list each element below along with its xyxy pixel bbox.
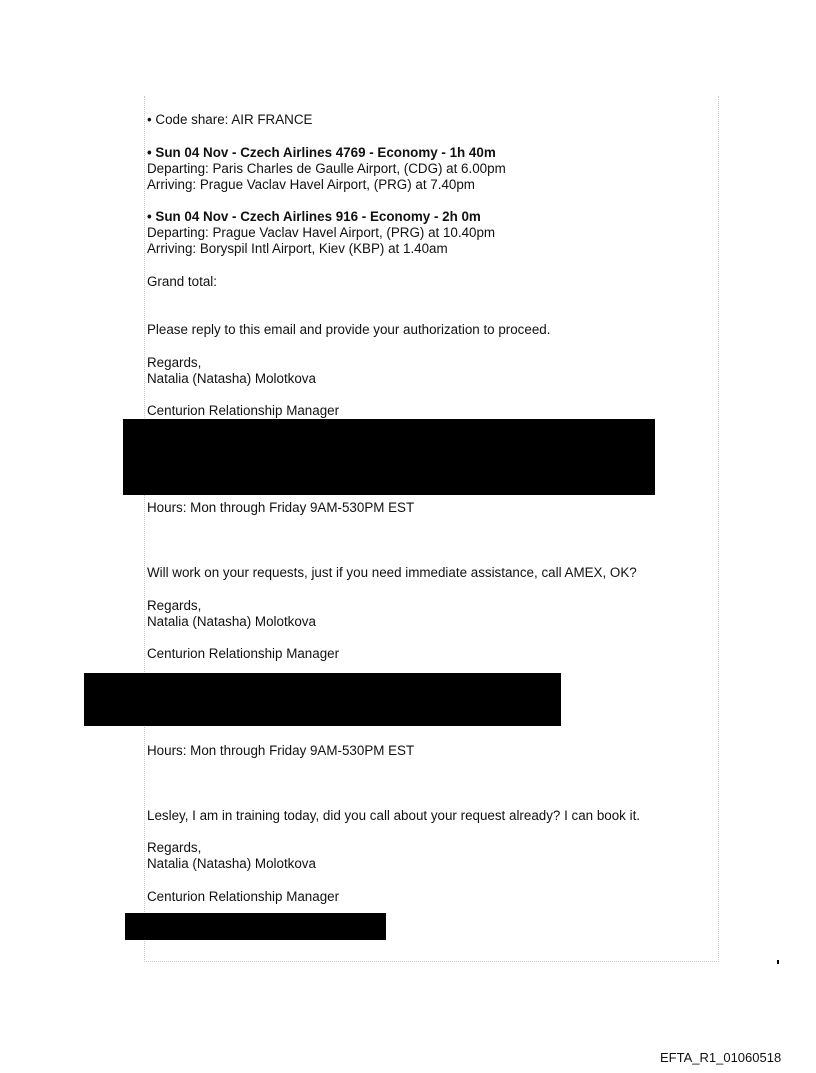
hours-1: Hours: Mon through Friday 9AM-530PM EST	[147, 500, 415, 515]
message-body-2: Will work on your requests, just if you need immediate assistance, call AMEX, OK?	[147, 565, 637, 580]
hours-2: Hours: Mon through Friday 9AM-530PM EST	[147, 743, 415, 758]
flight1-departing: Departing: Paris Charles de Gaulle Airport, (CDG) at 6.00pm	[147, 161, 506, 176]
regards-2: Regards,	[147, 598, 202, 613]
redaction-block-2	[84, 673, 561, 726]
flight1-header: • Sun 04 Nov - Czech Airlines 4769 - Economy - 1h 40m	[147, 145, 496, 160]
sender-name-3: Natalia (Natasha) Molotkova	[147, 856, 316, 871]
sender-title-3: Centurion Relationship Manager	[147, 889, 340, 904]
redaction-block-1	[123, 419, 655, 495]
flight2-header: • Sun 04 Nov - Czech Airlines 916 - Economy - 2h 0m	[147, 209, 481, 224]
redaction-block-3	[125, 913, 386, 940]
sender-name-2: Natalia (Natasha) Molotkova	[147, 614, 316, 629]
document-id: EFTA_R1_01060518	[660, 1050, 782, 1065]
sender-title-2: Centurion Relationship Manager	[147, 646, 340, 661]
reply-request-text: Please reply to this email and provide your authorization to proceed.	[147, 322, 551, 337]
regards-3: Regards,	[147, 840, 202, 855]
flight1-arriving: Arriving: Prague Vaclav Havel Airport, (PRG) at 7.40pm	[147, 177, 475, 192]
code-share-line: • Code share: AIR FRANCE	[147, 112, 313, 127]
message-body-3: Lesley, I am in training today, did you call about your request already? I can book it.	[147, 808, 641, 823]
sender-name-1: Natalia (Natasha) Molotkova	[147, 371, 316, 386]
stray-mark	[777, 960, 779, 964]
regards-1: Regards,	[147, 355, 202, 370]
flight2-departing: Departing: Prague Vaclav Havel Airport, (PRG) at 10.40pm	[147, 225, 496, 240]
grand-total-label: Grand total:	[147, 274, 217, 289]
sender-title-1: Centurion Relationship Manager	[147, 403, 340, 418]
flight2-arriving: Arriving: Boryspil Intl Airport, Kiev (KBP) at 1.40am	[147, 241, 448, 256]
